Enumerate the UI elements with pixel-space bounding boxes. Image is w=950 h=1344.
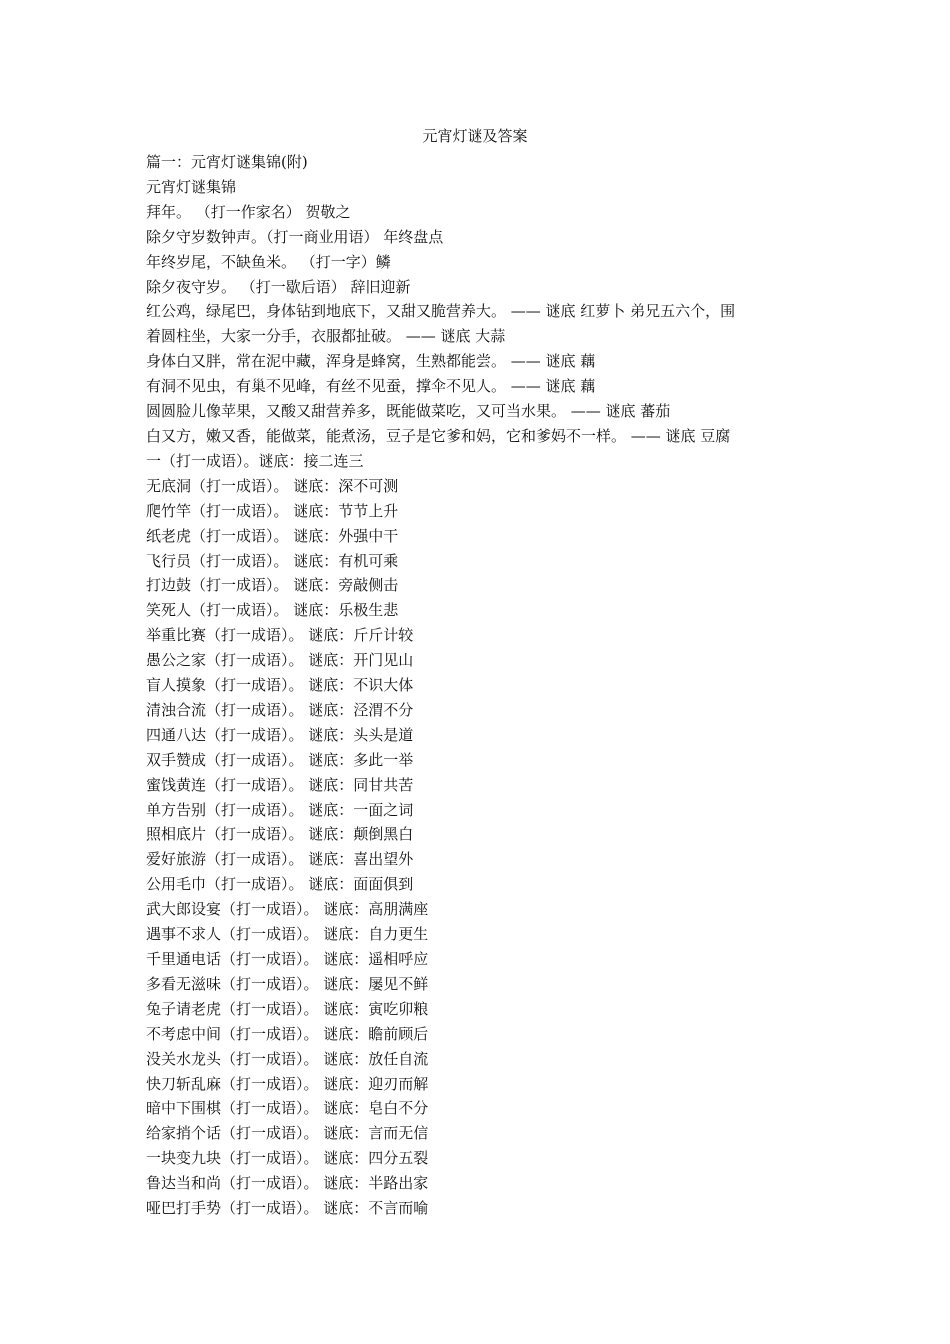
- text-line: 篇一：元宵灯谜集锦(附): [146, 153, 308, 171]
- text-line: 遇事不求人（打一成语）。 谜底：自力更生: [146, 925, 429, 944]
- text-line: 白又方，嫩又香，能做菜，能煮汤，豆子是它爹和妈，它和爹妈不一样。 —— 谜底 豆腐: [146, 426, 731, 445]
- text-line: 打边鼓（打一成语）。 谜底：旁敲侧击: [146, 576, 399, 595]
- text-line: 一块变九块（打一成语）。 谜底：四分五裂: [146, 1149, 429, 1168]
- text-line: 身体白又胖，常在泥中藏，浑身是蜂窝，生熟都能尝。 —— 谜底 藕: [146, 352, 596, 371]
- text-line: 单方告别（打一成语）。 谜底：一面之词: [146, 800, 414, 819]
- text-line: 飞行员（打一成语）。 谜底：有机可乘: [146, 551, 399, 570]
- text-line: 元宵灯谜集锦: [146, 177, 237, 196]
- document-body: [146, 150, 810, 1221]
- text-line: 双手赞成（打一成语）。 谜底：多此一举: [146, 750, 414, 769]
- text-line: 暗中下围棋（打一成语）。 谜底：皂白不分: [146, 1099, 429, 1118]
- text-line: 爱好旅游（打一成语）。 谜底：喜出望外: [146, 850, 414, 869]
- text-line: 武大郎设宴（打一成语）。 谜底：高朋满座: [146, 900, 429, 919]
- text-line: 快刀斩乱麻（打一成语）。 谜底：迎刃而解: [146, 1074, 429, 1093]
- text-line: 举重比赛（打一成语）。 谜底：斤斤计较: [146, 626, 414, 645]
- text-line: 无底洞（打一成语）。 谜底：深不可测: [146, 476, 399, 495]
- text-line: 着圆柱坐，大家一分手，衣服都扯破。 —— 谜底 大蒜: [146, 327, 506, 346]
- text-line: 给家捎个话（打一成语）。 谜底：言而无信: [146, 1124, 429, 1143]
- text-line: 有洞不见虫，有巢不见峰，有丝不见蚕，撑伞不见人。 —— 谜底 藕: [146, 377, 596, 396]
- text-line: 爬竹竿（打一成语）。 谜底：节节上升: [146, 501, 399, 520]
- text-line: 愚公之家（打一成语）。 谜底：开门见山: [146, 651, 414, 670]
- text-line: 圆圆脸儿像苹果，又酸又甜营养多，既能做菜吃，又可当水果。 —— 谜底 蕃茄: [146, 402, 671, 421]
- text-line: 除夕夜守岁。 （打一歇后语） 辞旧迎新: [146, 277, 411, 296]
- text-line: 蜜饯黄连（打一成语）。 谜底：同甘共苦: [146, 775, 414, 794]
- text-line: 纸老虎（打一成语）。 谜底：外强中干: [146, 526, 399, 545]
- text-line: 盲人摸象（打一成语）。 谜底：不识大体: [146, 676, 414, 695]
- text-line: 兔子请老虎（打一成语）。 谜底：寅吃卯粮: [146, 999, 429, 1018]
- text-line: 哑巴打手势（打一成语）。 谜底：不言而喻: [146, 1199, 429, 1218]
- text-line: 照相底片（打一成语）。 谜底：颠倒黑白: [146, 825, 414, 844]
- text-line: 拜年。 （打一作家名） 贺敬之: [146, 202, 351, 221]
- text-line: 鲁达当和尚（打一成语）。 谜底：半路出家: [146, 1174, 429, 1193]
- text-line: 不考虑中间（打一成语）。 谜底：瞻前顾后: [146, 1024, 429, 1043]
- text-line: 笑死人（打一成语）。 谜底：乐极生悲: [146, 601, 399, 620]
- text-line: 除夕守岁数钟声。（打一商业用语） 年终盘点: [146, 227, 444, 246]
- text-line: 公用毛巾（打一成语）。 谜底：面面俱到: [146, 875, 414, 894]
- text-line: 红公鸡，绿尾巴，身体钻到地底下，又甜又脆营养大。 —— 谜底 红萝卜 弟兄五六个，围: [146, 302, 736, 321]
- text-line: 一（打一成语）。谜底：接二连三: [146, 451, 364, 470]
- text-line: 多看无滋味（打一成语）。 谜底：屡见不鲜: [146, 974, 429, 993]
- text-line: 千里通电话（打一成语）。 谜底：遥相呼应: [146, 950, 429, 968]
- text-line: 没关水龙头（打一成语）。 谜底：放任自流: [146, 1049, 429, 1068]
- text-line: 四通八达（打一成语）。 谜底：头头是道: [146, 725, 414, 744]
- text-line: 年终岁尾，不缺鱼米。 （打一字）鳞: [146, 252, 391, 271]
- document-title: 元宵灯谜及答案: [422, 127, 528, 145]
- text-line: 清浊合流（打一成语）。 谜底：泾渭不分: [146, 700, 414, 719]
